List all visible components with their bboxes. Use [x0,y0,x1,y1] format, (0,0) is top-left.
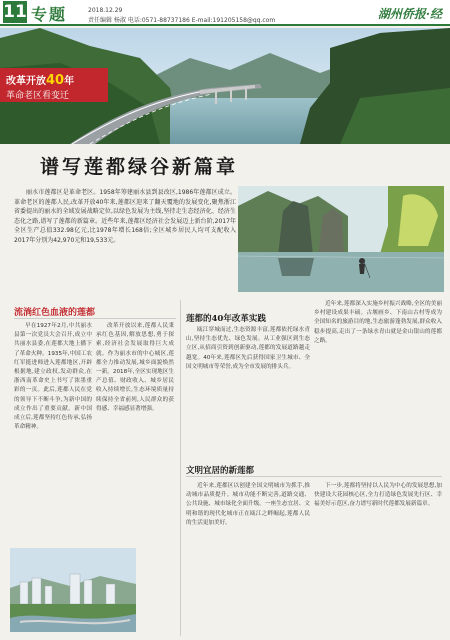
karst-river-photo [238,186,444,292]
column-4-text: 近年来,莲都深入实施乡村振兴战略,全区的美丽乡村建设成果丰硕。古堰画乡、下南山古村等成为全国知名的旅游目的地,生态旅游蓬勃发展,群众收入稳步提高,走出了一条绿水青山就是金山银山的莲都之路。 [314,301,442,344]
hero-photo [0,28,450,144]
page-number: 11 [3,2,27,22]
issue-date: 2018.12.29 [88,7,123,14]
section-title: 专题 [31,5,68,24]
anniversary-badge [0,68,108,102]
badge-line2: 革命老区看变迁 [6,91,70,101]
article-headline: 谱写莲都绿谷新篇章 [40,156,239,178]
badge-suffix: 年 [64,76,75,87]
city-image [10,548,136,632]
masthead-logo: 湖州侨报·经 [377,7,442,21]
section-kicker-red-heritage: 流淌红色血液的莲都 [14,308,96,318]
column-5-text: 近年来,莲都区以创建全国文明城市为抓手,推动城市品质提升。城市功能不断完善,道路交通、公共设施、城市绿化全面升级。一座生态宜居、文明和谐的现代化城市正在瓯江之畔崛起,莲都人民的生活更加美好。 [186,483,310,526]
section-livable-city-title: 文明宜居的新莲都 [186,466,255,476]
page-header [0,0,450,26]
column-2-text: 改革开放以来,莲都人民秉承红色基因,解放思想,勇于探索,经济社会发展取得巨大成就。作为丽水市的中心城区,莲都全力推动发展,城乡面貌焕然一新。2018年,全区实现地区生产总值、财政收入、城乡居民收入持续增长,生态环境质量持续保持全省前列,人民群众的获得感、幸福感显著增强。 [96,323,174,412]
badge-prefix: 改革开放 [6,76,46,87]
column-divider [180,300,181,636]
badge-number: 40 [46,73,65,88]
editor-contacts: 责任编辑 杨淑 电话:0571-88737186 E-mail:191205158@qq.com [88,17,276,24]
divider [186,476,442,477]
issue-meta [88,7,275,24]
karst-landscape-image [238,186,444,292]
city-skyline-photo [10,548,136,632]
column-1-text: 早在1927年2月,中共丽水县第一次党员大会召开,成立中共丽水县委,在莲都大地上播下了革命火种。1935年,中国工农红军挺进师进入莲都地区,开辟根据地,建立政权,发动群众,在浙西南革命史上书写了浓墨重彩的一页。此后,莲都人民在党的领导下不断斗争,为新中国的成立作出了重要贡献。新中国成立后,莲都坚持红色传承,弘扬革命精神。 [14,323,92,431]
divider [14,318,176,319]
section-reform-practice-title: 莲都的40年改革实践 [186,314,266,324]
article-lead: 丽水市莲都区是革命老区。1958年筹建丽水县到县改区,1986年莲都区成立。革命老区的莲都人民,改革开放40年来,莲都区迎来了翻天覆地的发展变化,聚焦浙江省委提出的丽水的全域发展战略定位,以绿色发展为主线,坚持走生态经济化、经济生态化之路,谱写了莲都的新篇章。近些年来,莲都区经济社会发展迈上新台阶,2017年全区生产总值332.98亿元,比1978年增长168倍;全区城乡居民人均可支配收入2017年分别为42,970元和19,533元。 [14,189,236,244]
column-3-text: 瓯江穿城而过,生态资源丰富,莲都依托绿水青山,坚持生态优先、绿色发展。从工业强区到生态立区,从招商引资到创新驱动,莲都的发展道路越走越宽。40年来,莲都区先后获得国家卫生城市、全国文明城市等荣誉,成为全市发展的排头兵。 [186,327,310,370]
column-6-text: 下一步,莲都将坚持以人民为中心的发展思想,加快建设大花园核心区,全力打造绿色发展先行区、幸福美好示范区,奋力谱写新时代莲都发展新篇章。 [314,483,442,508]
badge-line1 [6,72,74,88]
